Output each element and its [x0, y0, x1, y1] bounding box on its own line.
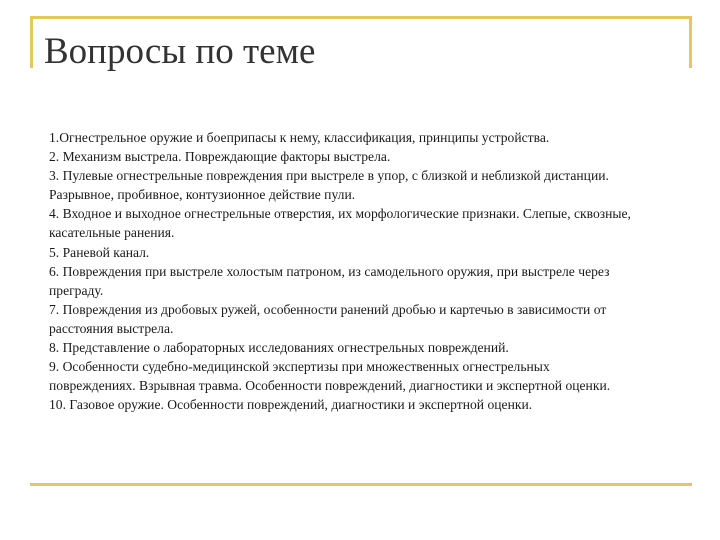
bottom-decorative-rule — [30, 483, 692, 486]
question-item-7: 7. Повреждения из дробовых ружей, особенности ранений дробью и картечью в зависимости от расстояния выстрела. — [49, 301, 607, 336]
slide-title: Вопросы по теме — [44, 31, 316, 72]
question-item-1: 1.Огнестрельное оружие и боеприпасы к нему, классификация, принципы устройства. — [49, 130, 550, 145]
question-item-2: 2. Механизм выстрела. Повреждающие факторы выстрела. — [49, 149, 391, 165]
question-item-8: 8. Представление о лабораторных исследованиях огнестрельных повреждений. — [49, 340, 509, 356]
question-list — [49, 128, 634, 414]
top-decorative-rule — [30, 16, 692, 19]
question-item-4: 4. Входное и выходное огнестрельные отверстия, их морфологические признаки. Слепые, сквозные, касательные ранения. — [49, 206, 631, 241]
question-item-10: 10. Газовое оружие. Особенности повреждений, диагностики и экспертной оценки. — [49, 397, 533, 413]
right-decorative-rule — [689, 16, 692, 68]
question-item-6: 6. Повреждения при выстреле холостым патроном, из самодельного оружия, при выстреле через преграду. — [49, 263, 610, 298]
question-item-9: 9. Особенности судебно-медицинской экспертизы при множественных огнестрельных повреждениях. Взрывная травма. Особенности повреждений, диагностики и экспертной оценки. — [49, 359, 611, 394]
left-decorative-rule — [30, 16, 33, 68]
question-item-5: 5. Раневой канал. — [49, 244, 150, 260]
question-item-3: 3. Пулевые огнестрельные повреждения при выстреле в упор, с близкой и неблизкой дистанции. Разрывное, пробивное, контузионное действие пули. — [49, 168, 609, 203]
